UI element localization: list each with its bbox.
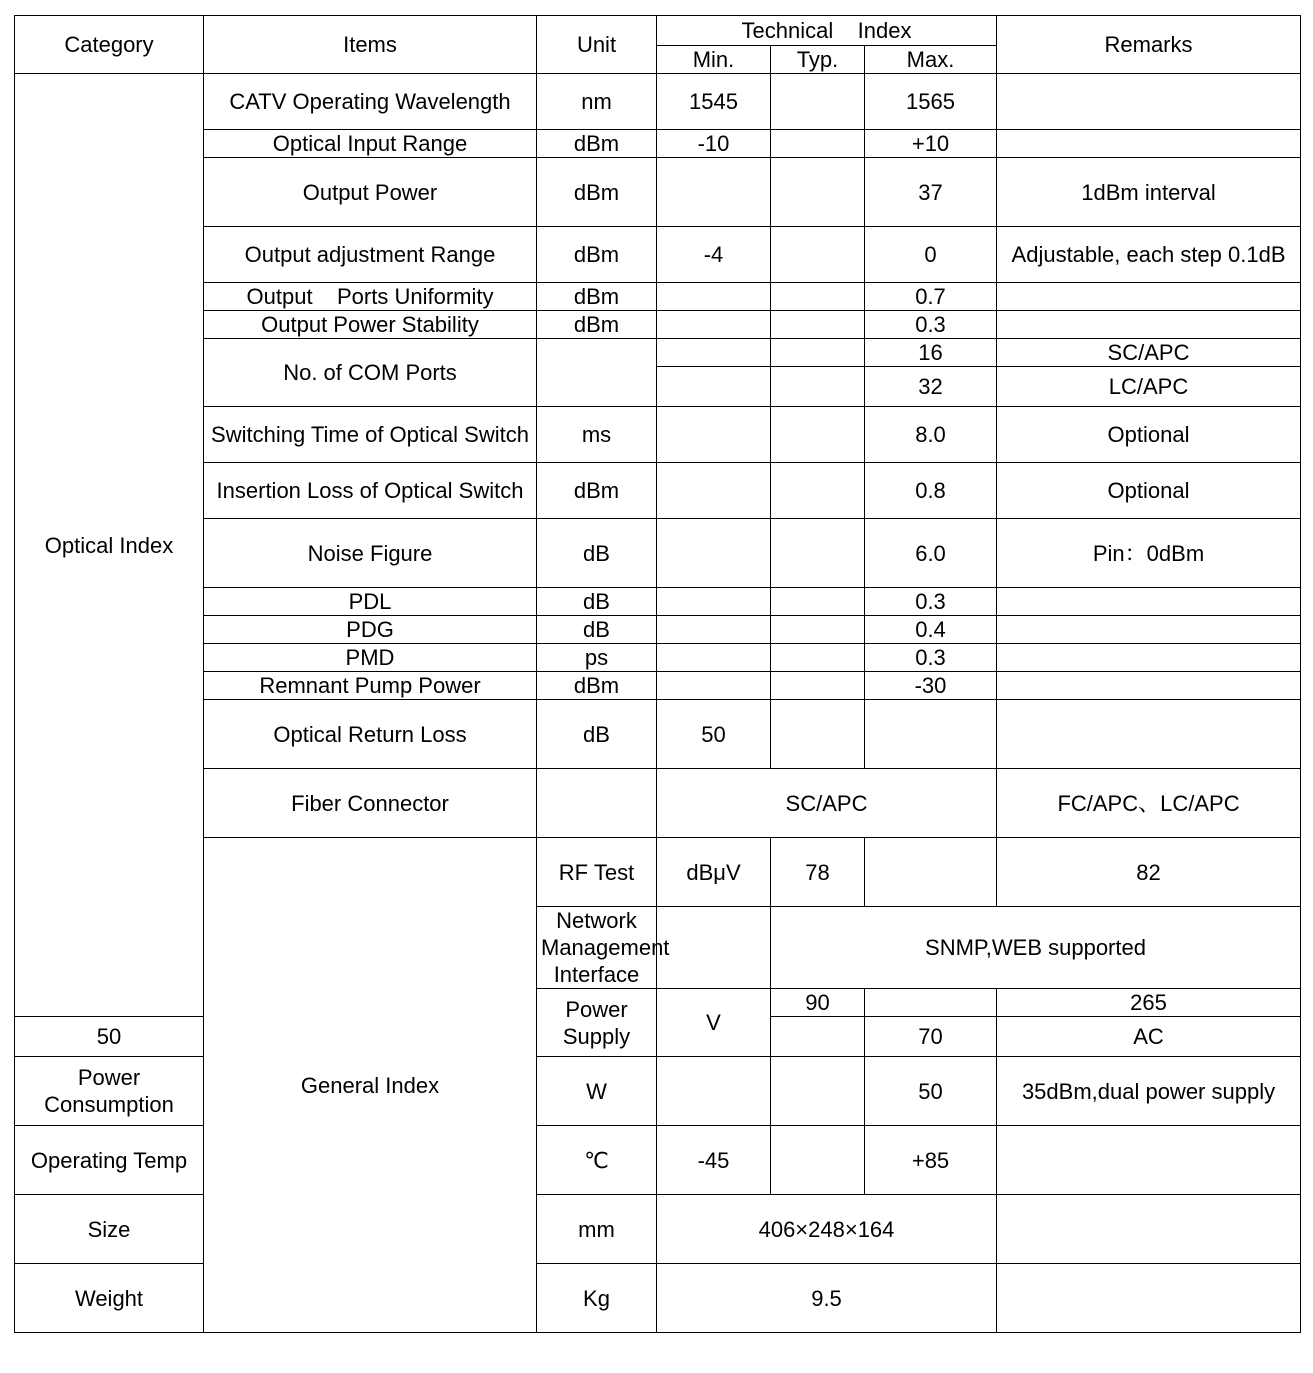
spec-table — [14, 15, 1301, 1333]
unit-cell: dB — [537, 588, 657, 616]
remarks-cell: AC — [997, 1017, 1301, 1057]
max-cell: 50 — [865, 1057, 997, 1126]
max-cell: -30 — [865, 672, 997, 700]
category-optical: Optical Index — [15, 74, 204, 1017]
typ-cell — [771, 519, 865, 588]
table-row — [15, 283, 1301, 311]
min-cell — [657, 311, 771, 339]
item-cell: Switching Time of Optical Switch — [204, 407, 537, 463]
table-row — [15, 644, 1301, 672]
unit-cell: dBm — [537, 158, 657, 227]
min-cell — [657, 672, 771, 700]
unit-cell: dBm — [537, 463, 657, 519]
remarks-cell — [997, 700, 1301, 769]
header-unit: Unit — [537, 16, 657, 74]
table-row — [15, 700, 1301, 769]
typ-cell — [771, 339, 865, 367]
typ-cell — [771, 227, 865, 283]
unit-cell — [537, 769, 657, 838]
header-technical-index: Technical Index — [657, 16, 997, 46]
item-cell: Insertion Loss of Optical Switch — [204, 463, 537, 519]
table-row — [15, 588, 1301, 616]
remarks-cell — [997, 1195, 1301, 1264]
remarks-cell: LC/APC — [997, 367, 1301, 407]
table-row — [15, 130, 1301, 158]
unit-cell: dBm — [537, 672, 657, 700]
max-cell: +10 — [865, 130, 997, 158]
table-row — [15, 158, 1301, 227]
value-cell: SC/APC — [657, 769, 997, 838]
typ-cell — [771, 1057, 865, 1126]
header-items: Items — [204, 16, 537, 74]
item-cell: PDL — [204, 588, 537, 616]
unit-cell — [657, 907, 771, 989]
typ-cell — [865, 838, 997, 907]
unit-cell: dBm — [537, 311, 657, 339]
unit-cell: Kg — [537, 1264, 657, 1333]
unit-cell: ℃ — [537, 1126, 657, 1195]
max-cell: 32 — [865, 367, 997, 407]
max-cell: 8.0 — [865, 407, 997, 463]
max-cell: +85 — [865, 1126, 997, 1195]
min-cell: -45 — [657, 1126, 771, 1195]
remarks-cell — [997, 616, 1301, 644]
table-row — [15, 227, 1301, 283]
max-cell: 0.3 — [865, 588, 997, 616]
max-cell: 0.3 — [865, 644, 997, 672]
min-cell — [657, 519, 771, 588]
table-row — [15, 672, 1301, 700]
unit-cell: nm — [537, 74, 657, 130]
value-cell: 9.5 — [657, 1264, 997, 1333]
unit-cell: ps — [537, 644, 657, 672]
item-cell: Power Consumption — [15, 1057, 204, 1126]
typ-cell — [771, 672, 865, 700]
unit-cell: dBm — [537, 283, 657, 311]
remarks-cell: Adjustable, each step 0.1dB — [997, 227, 1301, 283]
remarks-cell: Pin：0dBm — [997, 519, 1301, 588]
typ-cell — [771, 407, 865, 463]
item-cell: Optical Input Range — [204, 130, 537, 158]
header-max: Max. — [865, 46, 997, 74]
unit-cell: dB — [537, 616, 657, 644]
min-cell — [657, 407, 771, 463]
unit-cell: V — [657, 989, 771, 1057]
remarks-cell: 35dBm,dual power supply — [997, 1057, 1301, 1126]
typ-cell — [771, 311, 865, 339]
item-cell: RF Test — [537, 838, 657, 907]
remarks-cell — [997, 1126, 1301, 1195]
typ-cell — [771, 1017, 865, 1057]
typ-cell — [771, 616, 865, 644]
min-cell — [657, 158, 771, 227]
table-row — [15, 74, 1301, 130]
max-cell: 6.0 — [865, 519, 997, 588]
category-general: General Index — [204, 838, 537, 1333]
header-min: Min. — [657, 46, 771, 74]
unit-cell: dBm — [537, 130, 657, 158]
min-cell: 50 — [657, 700, 771, 769]
value-cell: SNMP,WEB supported — [771, 907, 1301, 989]
item-cell: Output Power — [204, 158, 537, 227]
item-cell: PDG — [204, 616, 537, 644]
item-cell: No. of COM Ports — [204, 339, 537, 407]
remarks-cell — [997, 644, 1301, 672]
unit-cell: dB — [537, 700, 657, 769]
item-cell: Output adjustment Range — [204, 227, 537, 283]
remarks-cell — [997, 130, 1301, 158]
min-cell — [657, 644, 771, 672]
unit-cell — [537, 339, 657, 407]
min-cell: 78 — [771, 838, 865, 907]
table-row — [15, 519, 1301, 588]
item-cell: Optical Return Loss — [204, 700, 537, 769]
remarks-cell: Optional — [997, 463, 1301, 519]
max-cell: 1565 — [865, 74, 997, 130]
min-cell: -10 — [657, 130, 771, 158]
remarks-cell: 1dBm interval — [997, 158, 1301, 227]
item-cell: Size — [15, 1195, 204, 1264]
unit-cell: dBm — [537, 227, 657, 283]
header-category: Category — [15, 16, 204, 74]
table-row — [15, 463, 1301, 519]
value-cell: 406×248×164 — [657, 1195, 997, 1264]
unit-cell: ms — [537, 407, 657, 463]
item-cell: Remnant Pump Power — [204, 672, 537, 700]
remarks-cell — [997, 672, 1301, 700]
max-cell: 70 — [865, 1017, 997, 1057]
item-cell: Power Supply — [537, 989, 657, 1057]
item-cell: Fiber Connector — [204, 769, 537, 838]
item-cell: CATV Operating Wavelength — [204, 74, 537, 130]
remarks-cell — [997, 588, 1301, 616]
remarks-cell: Optional — [997, 407, 1301, 463]
typ-cell — [771, 1126, 865, 1195]
typ-cell — [771, 700, 865, 769]
min-cell: 90 — [771, 989, 865, 1017]
max-cell: 0.4 — [865, 616, 997, 644]
typ-cell — [865, 989, 997, 1017]
unit-cell: dB — [537, 519, 657, 588]
typ-cell — [771, 158, 865, 227]
item-cell: Operating Temp — [15, 1126, 204, 1195]
typ-cell — [771, 283, 865, 311]
typ-cell — [771, 588, 865, 616]
max-cell: 0.3 — [865, 311, 997, 339]
table-row — [15, 407, 1301, 463]
item-cell: PMD — [204, 644, 537, 672]
min-cell: 50 — [15, 1017, 204, 1057]
min-cell: 1545 — [657, 74, 771, 130]
item-cell: Network Management Interface — [537, 907, 657, 989]
max-cell: 265 — [997, 989, 1301, 1017]
item-cell: Noise Figure — [204, 519, 537, 588]
table-row — [15, 311, 1301, 339]
min-cell — [657, 588, 771, 616]
min-cell — [657, 1057, 771, 1126]
header-remarks: Remarks — [997, 16, 1301, 74]
item-cell: Output Ports Uniformity — [204, 283, 537, 311]
item-cell: Weight — [15, 1264, 204, 1333]
typ-cell — [771, 367, 865, 407]
typ-cell — [771, 74, 865, 130]
table-row — [15, 838, 1301, 907]
typ-cell — [771, 130, 865, 158]
remarks-cell — [997, 74, 1301, 130]
remarks-cell — [997, 311, 1301, 339]
item-cell: Output Power Stability — [204, 311, 537, 339]
max-cell: 0.7 — [865, 283, 997, 311]
remarks-cell — [997, 1264, 1301, 1333]
remarks-cell: FC/APC、LC/APC — [997, 769, 1301, 838]
table-row — [15, 769, 1301, 838]
header-typ: Typ. — [771, 46, 865, 74]
table-row — [15, 339, 1301, 367]
min-cell — [657, 463, 771, 519]
remarks-cell — [997, 283, 1301, 311]
unit-cell: dBμV — [657, 838, 771, 907]
unit-cell: mm — [537, 1195, 657, 1264]
typ-cell — [771, 644, 865, 672]
max-cell: 16 — [865, 339, 997, 367]
unit-cell: W — [537, 1057, 657, 1126]
min-cell — [657, 283, 771, 311]
typ-cell — [771, 463, 865, 519]
table-row — [15, 616, 1301, 644]
max-cell: 82 — [997, 838, 1301, 907]
max-cell: 0.8 — [865, 463, 997, 519]
max-cell — [865, 700, 997, 769]
max-cell: 0 — [865, 227, 997, 283]
remarks-cell: SC/APC — [997, 339, 1301, 367]
min-cell — [657, 616, 771, 644]
header-row — [15, 16, 1301, 46]
min-cell: -4 — [657, 227, 771, 283]
min-cell — [657, 367, 771, 407]
min-cell — [657, 339, 771, 367]
max-cell: 37 — [865, 158, 997, 227]
